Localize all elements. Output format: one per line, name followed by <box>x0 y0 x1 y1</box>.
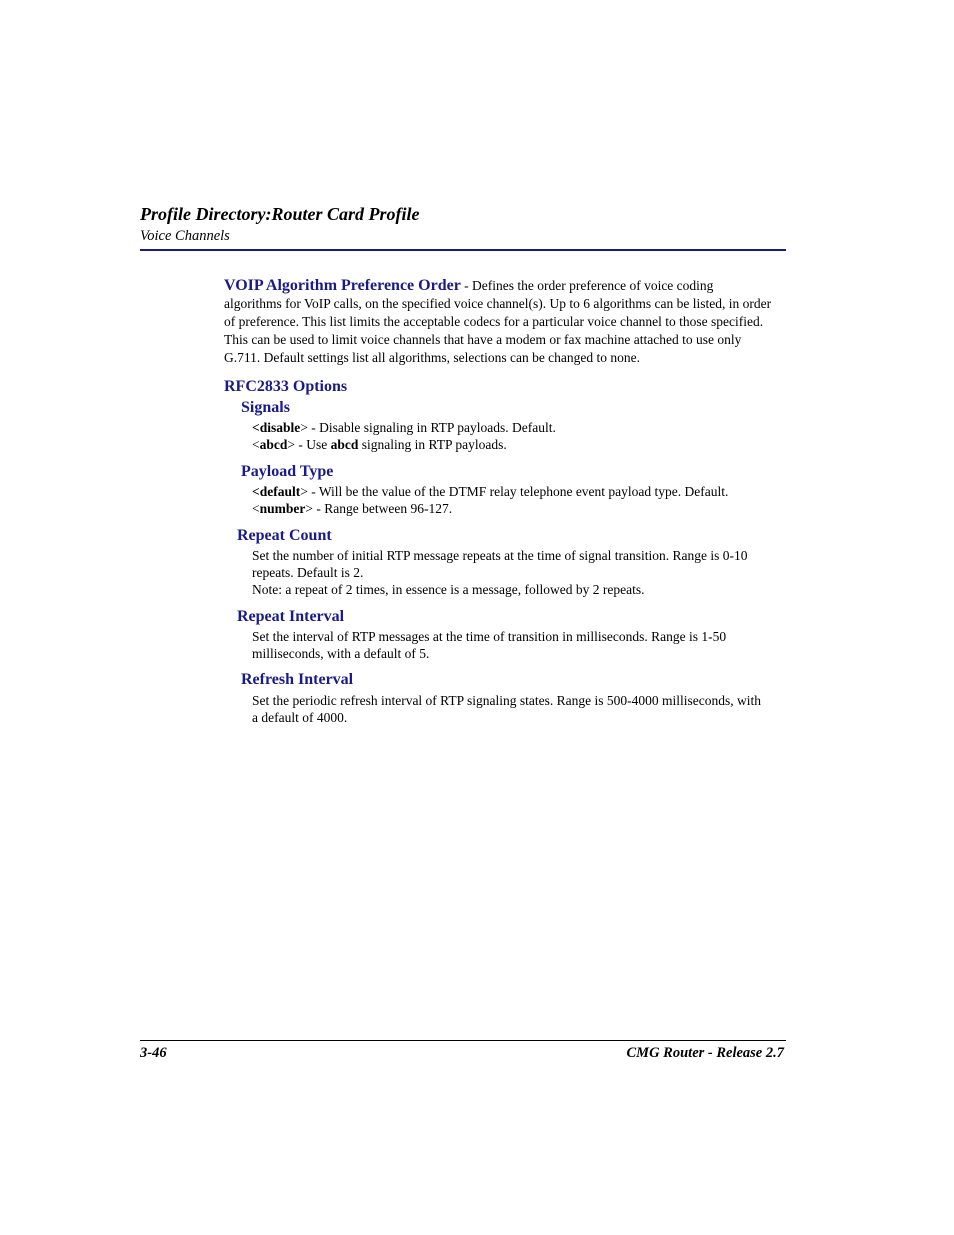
repeat-count-note: Note: a repeat of 2 times, in essence is a message, followed by 2 repeats. <box>252 582 645 597</box>
payload-number-keyword: number <box>259 501 306 516</box>
voip-line: of preference. This list limits the acceptable codecs for a particular voice channel to those specified. <box>224 314 764 329</box>
repeat-interval-line: milliseconds, with a default of 5. <box>252 646 430 661</box>
voip-line: G.711. Default settings list all algorithms, selections can be changed to none. <box>224 350 641 365</box>
voip-lead: - Defines the order preference of voice coding <box>460 278 714 293</box>
signals-abcd-line: <abcd> - Use abcd signaling in RTP payloads. <box>252 437 507 452</box>
signals-disable-line: <disable> - Disable signaling in RTP payloads. Default. <box>252 420 556 435</box>
voip-heading: VOIP Algorithm Preference Order <box>224 277 461 294</box>
rfc-heading: RFC2833 Options <box>224 378 348 395</box>
footer-divider <box>140 1040 786 1041</box>
repeat-interval-line: Set the interval of RTP messages at the time of transition in milliseconds. Range is 1-50 <box>252 629 727 644</box>
repeat-count-line: repeats. Default is 2. <box>252 565 364 580</box>
repeat-interval-heading: Repeat Interval <box>237 608 345 625</box>
payload-default-line: <default> - Will be the value of the DTMF relay telephone event payload type. Default. <box>252 484 729 499</box>
page-title: Profile Directory:Router Card Profile <box>140 204 420 224</box>
signals-disable-keyword: <disable <box>252 420 301 435</box>
payload-default-keyword: <default <box>252 484 301 499</box>
voip-line: algorithms for VoIP calls, on the specified voice channel(s). Up to 6 algorithms can be listed, in order <box>224 296 772 311</box>
repeat-count-line: Set the number of initial RTP message repeats at the time of signal transition. Range is 0-10 <box>252 548 748 563</box>
payload-heading: Payload Type <box>241 463 334 480</box>
release-label: CMG Router - Release 2.7 <box>626 1045 784 1061</box>
section-subtitle: Voice Channels <box>140 228 230 244</box>
repeat-count-heading: Repeat Count <box>237 527 332 544</box>
voip-section <box>224 277 786 367</box>
header-divider <box>140 249 786 251</box>
signals-heading: Signals <box>241 399 290 416</box>
refresh-interval-line: a default of 4000. <box>252 710 348 725</box>
voip-line: This can be used to limit voice channels that have a modem or fax machine attached to use only <box>224 332 742 347</box>
voip-first-line <box>224 277 786 295</box>
refresh-interval-line: Set the periodic refresh interval of RTP signaling states. Range is 500-4000 milliseconds, with <box>252 693 761 708</box>
signals-abcd-keyword: abcd <box>259 437 288 452</box>
payload-number-line: <number> - Range between 96-127. <box>252 501 453 516</box>
page-number: 3-46 <box>140 1045 167 1061</box>
refresh-interval-heading: Refresh Interval <box>241 671 354 688</box>
